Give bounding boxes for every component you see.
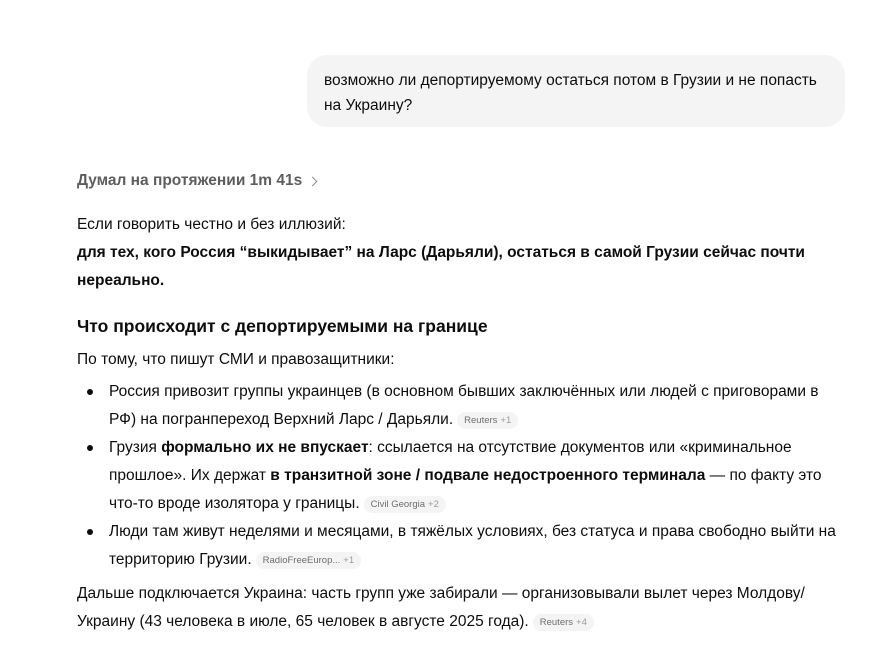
citation-more: +1	[343, 555, 355, 566]
assistant-answer	[77, 211, 847, 636]
thinking-label: Думал на протяжении 1m 41s	[77, 172, 303, 189]
answer-closing	[77, 580, 847, 636]
citation-source: Civil Georgia	[370, 499, 426, 510]
bullet-text: Россия привозит группы украинцев (в основном бывших заключённых или людей с приговорами в РФ) на погранпереход Верхний Ларс / Дарьяли.	[109, 383, 819, 428]
answer-bullet-list	[77, 378, 847, 574]
bullet-bold-text: формально их не впускает	[161, 439, 369, 456]
list-item	[109, 378, 847, 434]
citation-more: +1	[500, 415, 512, 426]
user-message-bubble	[307, 55, 845, 127]
bullet-text: Грузия	[109, 439, 162, 456]
citation-more: +2	[428, 499, 439, 510]
answer-intro: Если говорить честно и без иллюзий:	[77, 216, 346, 233]
bullet-bold-text: в транзитной зоне / подвале недостроенного терминала	[270, 467, 706, 484]
bullet-text: Люди там живут неделями и месяцами, в тяжёлых условиях, без статуса и права свободно выйти на территорию Грузии.	[109, 523, 836, 568]
list-item	[109, 434, 847, 518]
answer-bold-intro: для тех, кого Россия “выкидывает” на Ларс (Дарьяли), остаться в самой Грузии сейчас почти нереально.	[77, 244, 805, 289]
citation-pill[interactable]	[364, 496, 446, 513]
citation-source: Reuters	[539, 617, 574, 628]
user-message-text: возможно ли депортируемому остаться потом в Грузии и не попасть на Украину?	[324, 72, 817, 114]
closing-text: Дальше подключается Украина: часть групп уже забирали — организовывали вылет через Молдову/Украину (43 человека в июле, 65 человек в августе 2025 года).	[77, 585, 805, 630]
citation-source: RadioFreeEurop...	[262, 555, 341, 566]
answer-lead: По тому, что пишут СМИ и правозащитники:	[77, 351, 395, 368]
citation-pill[interactable]	[457, 412, 518, 429]
bullet-text: : ссылается на отсутствие документов или «криминальное прошлое». Их держат	[109, 439, 792, 484]
answer-heading: Что происходит с депортируемыми на границе	[77, 316, 488, 336]
thinking-toggle[interactable]	[77, 172, 316, 190]
citation-source: Reuters	[464, 415, 498, 426]
list-item	[109, 518, 847, 574]
bullet-text: — по факту это что-то вроде изолятора у границы.	[109, 467, 822, 512]
citation-pill[interactable]	[533, 614, 594, 631]
citation-pill[interactable]	[256, 552, 361, 569]
citation-more: +4	[576, 617, 587, 628]
chevron-right-icon	[308, 177, 318, 187]
